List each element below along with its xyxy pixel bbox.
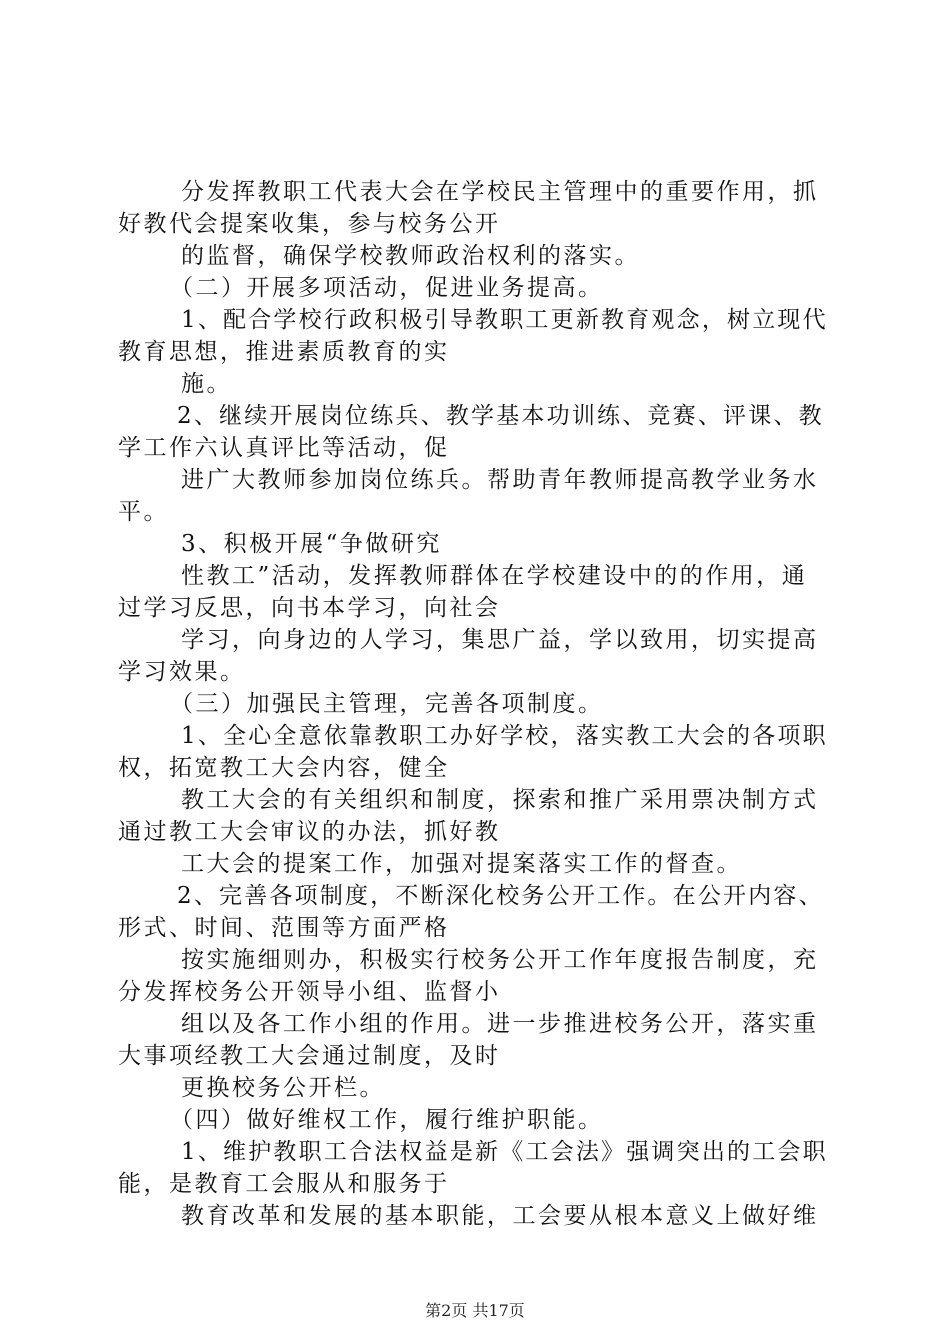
paragraph-line: 好教代会提案收集，参与校务公开 [118, 211, 501, 237]
paragraph-line: 学习，向身边的人学习，集思广益，学以致用，切实提高 [181, 627, 819, 653]
paragraph-line: 学工作六认真评比等活动，促 [118, 435, 450, 461]
page-footer [0, 1300, 950, 1322]
paragraph-line: 2、继续开展岗位练兵、教学基本功训练、竞赛、评课、教 [177, 403, 824, 429]
paragraph-line: 1、全心全意依靠教职工办好学校，落实教工大会的各项职 [181, 723, 828, 749]
paragraph-line: 按实施细则办，积极实行校务公开工作年度报告制度，充 [181, 947, 819, 973]
paragraph-line: 平。 [118, 499, 169, 525]
paragraph-line: 性教工”活动，发挥教师群体在学校建设中的的作用，通 [181, 563, 808, 589]
paragraph-line: 3、积极开展“争做研究 [181, 531, 442, 557]
paragraph-line: 权，拓宽教工大会内容，健全 [118, 755, 450, 781]
paragraph-line: 施。 [181, 371, 232, 397]
paragraph-line: 分发挥校务公开领导小组、监督小 [118, 979, 501, 1005]
paragraph-line: 组以及各工作小组的作用。进一步推进校务公开，落实重 [181, 1011, 819, 1037]
paragraph-line: 1、配合学校行政积极引导教职工更新教育观念，树立现代 [181, 307, 828, 333]
paragraph-line: 进广大教师参加岗位练兵。帮助青年教师提高教学业务水 [181, 467, 819, 493]
paragraph-line: 教育思想，推进素质教育的实 [118, 339, 450, 365]
paragraph-line: 的监督，确保学校教师政治权利的落实。 [181, 243, 640, 269]
paragraph-line: 形式、时间、范围等方面严格 [118, 915, 450, 941]
paragraph-line: 2、完善各项制度，不断深化校务公开工作。在公开内容、 [177, 883, 824, 909]
paragraph-line: 1、维护教职工合法权益是新《工会法》强调突出的工会职 [181, 1139, 828, 1165]
paragraph-line: 学习效果。 [118, 659, 246, 685]
section-heading: （四）做好维权工作，履行维护职能。 [170, 1107, 604, 1133]
paragraph-line: 分发挥教职工代表大会在学校民主管理中的重要作用，抓 [181, 179, 819, 205]
paragraph-line: 通过教工大会审议的办法，抓好教 [118, 819, 501, 845]
paragraph-line: 过学习反思，向书本学习，向社会 [118, 595, 501, 621]
paragraph-line: 教工大会的有关组织和制度，探索和推广采用票决制方式 [181, 787, 819, 813]
paragraph-line: 更换校务公开栏。 [181, 1075, 385, 1101]
paragraph-line: 工大会的提案工作，加强对提案落实工作的督查。 [181, 851, 742, 877]
paragraph-line: 教育改革和发展的基本职能，工会要从根本意义上做好维 [181, 1203, 819, 1229]
paragraph-line: 能，是教育工会服从和服务于 [118, 1171, 450, 1197]
section-heading: （二）开展多项活动，促进业务提高。 [170, 275, 604, 301]
paragraph-line: 大事项经教工大会通过制度，及时 [118, 1043, 501, 1069]
section-heading: （三）加强民主管理，完善各项制度。 [170, 691, 604, 717]
page-number-label: 第2页 共17页 [425, 1301, 525, 1320]
